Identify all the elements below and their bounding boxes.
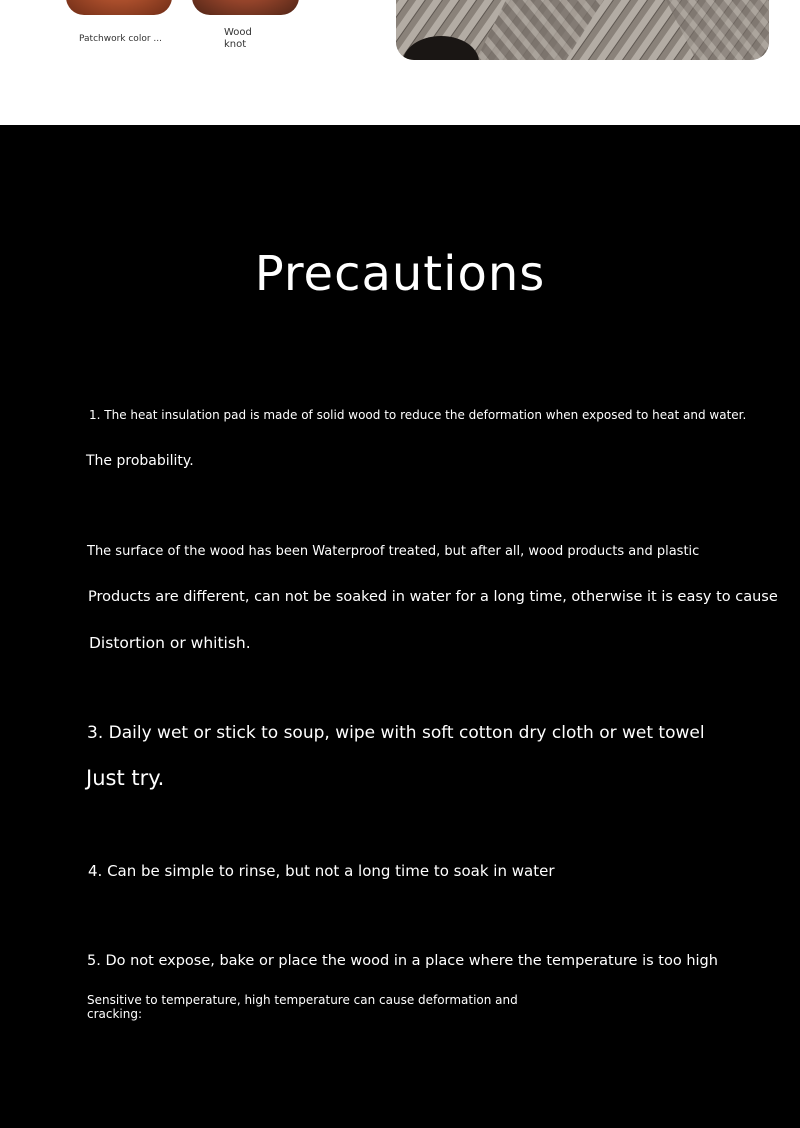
precaution-line: The probability. (86, 453, 194, 469)
precaution-line: The surface of the wood has been Waterproof treated, but after all, wood products and plastic (87, 544, 700, 559)
precaution-line: 1. The heat insulation pad is made of solid wood to reduce the deformation when exposed to heat and water. (89, 408, 747, 422)
wood-knot-swatch[interactable] (192, 0, 299, 15)
precaution-line: Products are different, can not be soaked in water for a long time, otherwise it is easy to cause (88, 589, 778, 605)
wood-knot-label: Wood knot (224, 27, 252, 50)
page-title: Precautions (254, 246, 546, 302)
precaution-line: Distortion or whitish. (89, 634, 251, 652)
precaution-line: 4. Can be simple to rinse, but not a long time to soak in water (88, 862, 555, 880)
precaution-line: 5. Do not expose, bake or place the wood in a place where the temperature is too high (87, 953, 718, 969)
precaution-line: 3. Daily wet or stick to soup, wipe with soft cotton dry cloth or wet towel (87, 723, 705, 743)
product-photo (396, 0, 769, 60)
precaution-line: Just try. (86, 766, 165, 790)
patchwork-color-swatch[interactable] (66, 0, 172, 15)
patchwork-color-label: Patchwork color ... (79, 34, 162, 44)
precaution-line: Sensitive to temperature, high temperature can cause deformation and cracking: (87, 993, 518, 1021)
fabric-texture-icon (396, 0, 769, 60)
precautions-section (0, 125, 800, 1128)
product-variants-section (0, 0, 800, 125)
